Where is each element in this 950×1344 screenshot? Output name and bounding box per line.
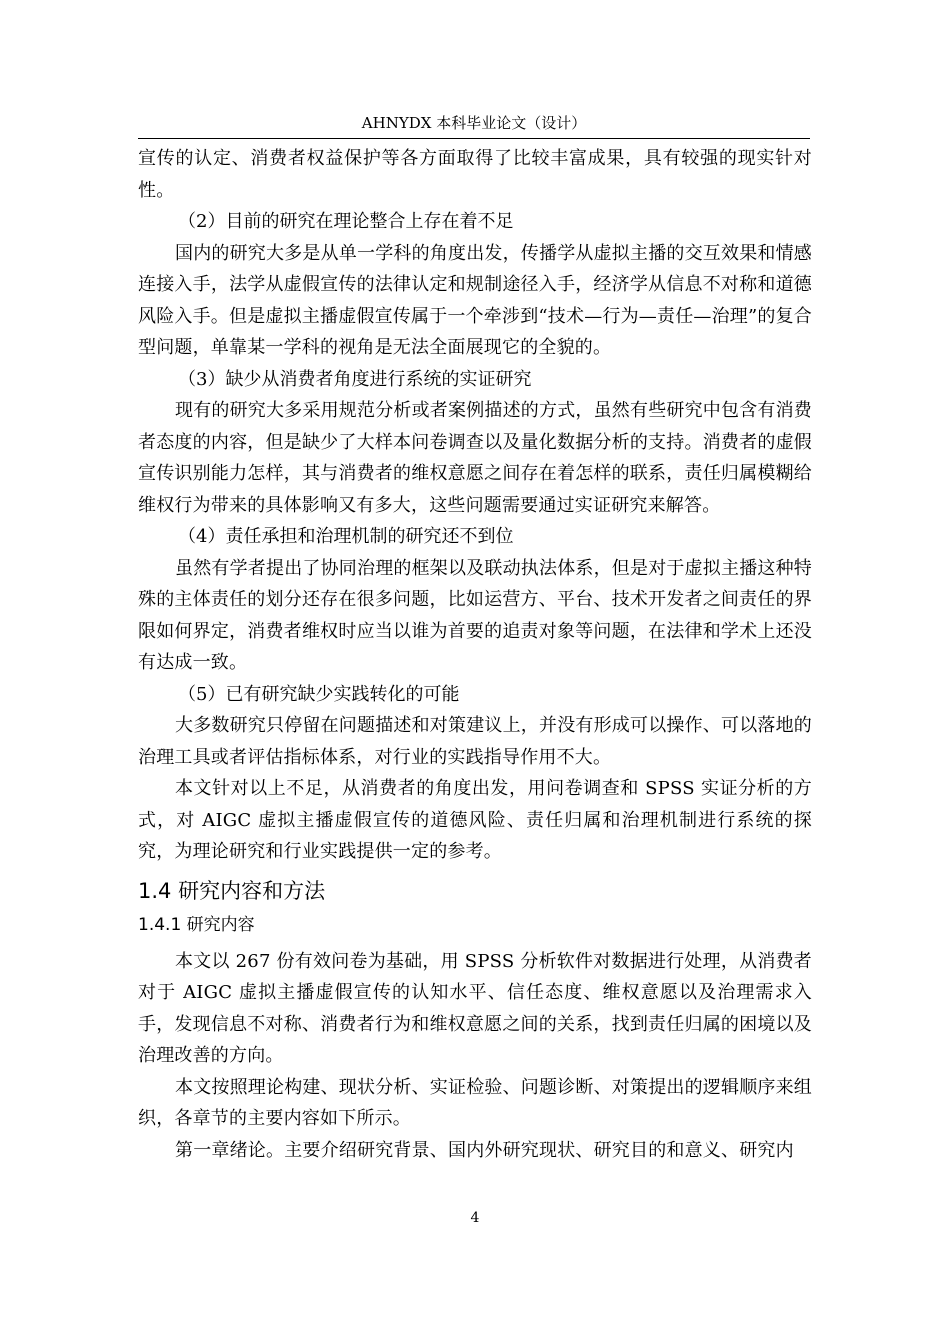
paragraph-continuation: 宣传的认定、消费者权益保护等各方面取得了比较丰富成果，具有较强的现实针对性。 xyxy=(138,148,812,201)
paragraph-research-content: 本文以 267 份有效问卷为基础，用 SPSS 分析软件对数据进行处理，从消费者对于 AIGC 虚拟主播虚假宣传的认知水平、信任态度、维权意愿以及治理需求入手，发现信息不对称、消费者行为和维权意愿之间的关系，找到责任归属的困境以及治理改善的方向。 xyxy=(138,950,812,1066)
list-item-5: （5）已有研究缺少实践转化的可能 xyxy=(178,683,460,705)
list-item-3: （3）缺少从消费者角度进行系统的实证研究 xyxy=(178,368,532,390)
main-content xyxy=(138,143,812,1166)
header-title: AHNYDX 本科毕业论文（设计） xyxy=(361,114,587,132)
page-number: 4 xyxy=(470,1210,480,1226)
page-header xyxy=(138,112,810,139)
paragraph-empirical-research: 现有的研究大多采用规范分析或者案例描述的方式，虽然有些研究中包含有消费者态度的内容，但是缺少了大样本问卷调查以及量化数据分析的支持。消费者的虚假宣传识别能力怎样，其与消费者的维权意愿之间存在着怎样的联系，责任归属模糊给维权行为带来的具体影响又有多大，这些问题需要通过实证研究来解答。 xyxy=(138,400,812,516)
paragraph-structure: 本文按照理论构建、现状分析、实证检验、问题诊断、对策提出的逻辑顺序来组织，各章节的主要内容如下所示。 xyxy=(138,1076,812,1129)
paragraph-responsibility: 虽然有学者提出了协同治理的框架以及联动执法体系，但是对于虚拟主播这种特殊的主体责任的划分还存在很多问题，比如运营方、平台、技术开发者之间责任的界限如何界定，消费者维权时应当以谁为首要的追责对象等问题，在法律和学术上还没有达成一致。 xyxy=(138,557,812,673)
paragraph-practice: 大多数研究只停留在问题描述和对策建议上，并没有形成可以操作、可以落地的治理工具或者评估指标体系，对行业的实践指导作用不大。 xyxy=(138,715,812,768)
list-item-2: （2）目前的研究在理论整合上存在着不足 xyxy=(178,211,514,232)
list-item-4: （4）责任承担和治理机制的研究还不到位 xyxy=(178,526,514,547)
section-heading-1-4: 1.4 研究内容和方法 xyxy=(138,878,326,903)
paragraph-this-paper: 本文针对以上不足，从消费者的角度出发，用问卷调查和 SPSS 实证分析的方式，对 AIGC 虚拟主播虚假宣传的道德风险、责任归属和治理机制进行系统的探究，为理论研究和行业实践提供一定的参考。 xyxy=(138,778,812,862)
paragraph-chapter-one: 第一章绪论。主要介绍研究背景、国内外研究现状、研究目的和意义、研究内 xyxy=(175,1139,794,1161)
subsection-heading-1-4-1: 1.4.1 研究内容 xyxy=(138,914,255,935)
paragraph-theory-integration: 国内的研究大多是从单一学科的角度出发，传播学从虚拟主播的交互效果和情感连接入手，法学从虚假宣传的法律认定和规制途径入手，经济学从信息不对称和道德风险入手。但是虚拟主播虚假宣传属于一个牵涉到“技术—行为—责任—治理”的复合型问题，单靠某一学科的视角是无法全面展现它的全貌的。 xyxy=(138,242,813,358)
